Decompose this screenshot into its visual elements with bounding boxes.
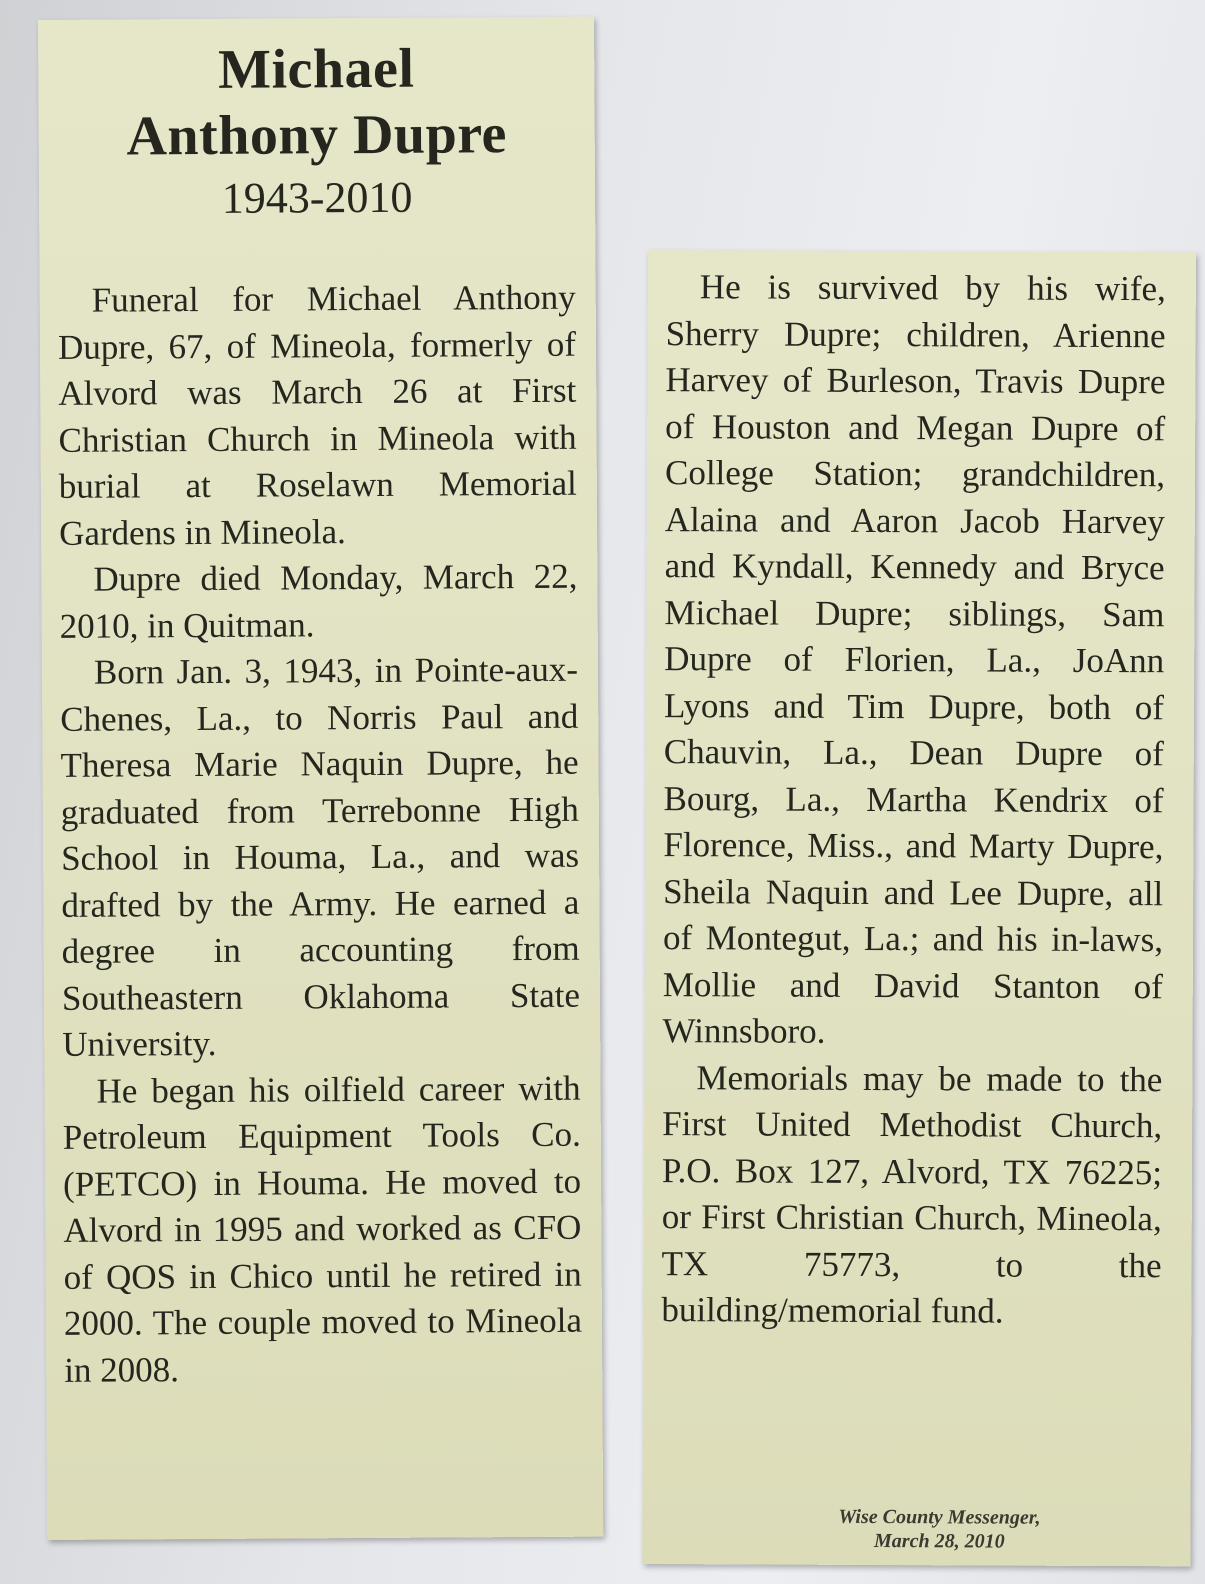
life-years: 1943-2010 (221, 172, 413, 223)
obituary-clipping-left (38, 17, 603, 1540)
paragraph-survivors: He is survived by his wife, Sherry Dupre; children, Arienne Harvey of Burleson, Travis Dupre of Houston and Megan Dupre of College Station; grandchildren, Alaina and Aaron Jacob Harvey and Kyndall, Kennedy and Bryce Michael Dupre; siblings, Sam Dupre of Florien, La., JoAnn Lyons and Tim Dupre, both of Chauvin, La., Dean Dupre of Bourg, La., Martha Kendrix of Florence, Miss., and Marty Dupre, Sheila Naquin and Lee Dupre, all of Montegut, La.; and his in-laws, Mollie and David Stanton of Winnsboro. (662, 267, 1166, 1051)
paragraph-career: He began his oilfield career with Petroleum Equipment Tools Co. (PETCO) in Houma. He moved to Alvord in 1995 and worked as CFO of QOS in Chico until he retired in 2000. The couple moved to Mineola in 2008. (62, 1068, 583, 1390)
left-text-column (58, 275, 583, 1394)
paragraph-birth-education: Born Jan. 3, 1943, in Pointe-aux-Chenes, La., to Norris Paul and Theresa Marie Naquin Dupre, he graduated from Terrebonne High School in Houma, La., and was drafted by the Army. He earned a degree in accounting from Southeastern Oklahoma State University. (60, 649, 581, 1064)
publication-credit (838, 1505, 1040, 1554)
headline-first-name: Michael (217, 37, 415, 101)
headline-full-name: Anthony Dupre (126, 103, 508, 168)
paragraph-death: Dupre died Monday, March 22, 2010, in Quitman. (59, 556, 578, 646)
right-text-column (661, 264, 1166, 1336)
publication-date: March 28, 2010 (873, 1529, 1005, 1553)
paragraph-memorials: Memorials may be made to the First United Methodist Church, P.O. Box 127, Alvord, TX 76225; or First Christian Church, Mineola, TX 75773, to the building/memorial fund. (661, 1057, 1163, 1331)
paragraph-funeral: Funeral for Michael Anthony Dupre, 67, of Mineola, formerly of Alvord was March 26 at First Christian Church in Mineola with burial at Roselawn Memorial Gardens in Mineola. (57, 277, 577, 553)
publication-name: Wise County Messenger, (838, 1505, 1041, 1529)
obituary-headline (38, 35, 595, 170)
obituary-clipping-right (642, 250, 1196, 1566)
